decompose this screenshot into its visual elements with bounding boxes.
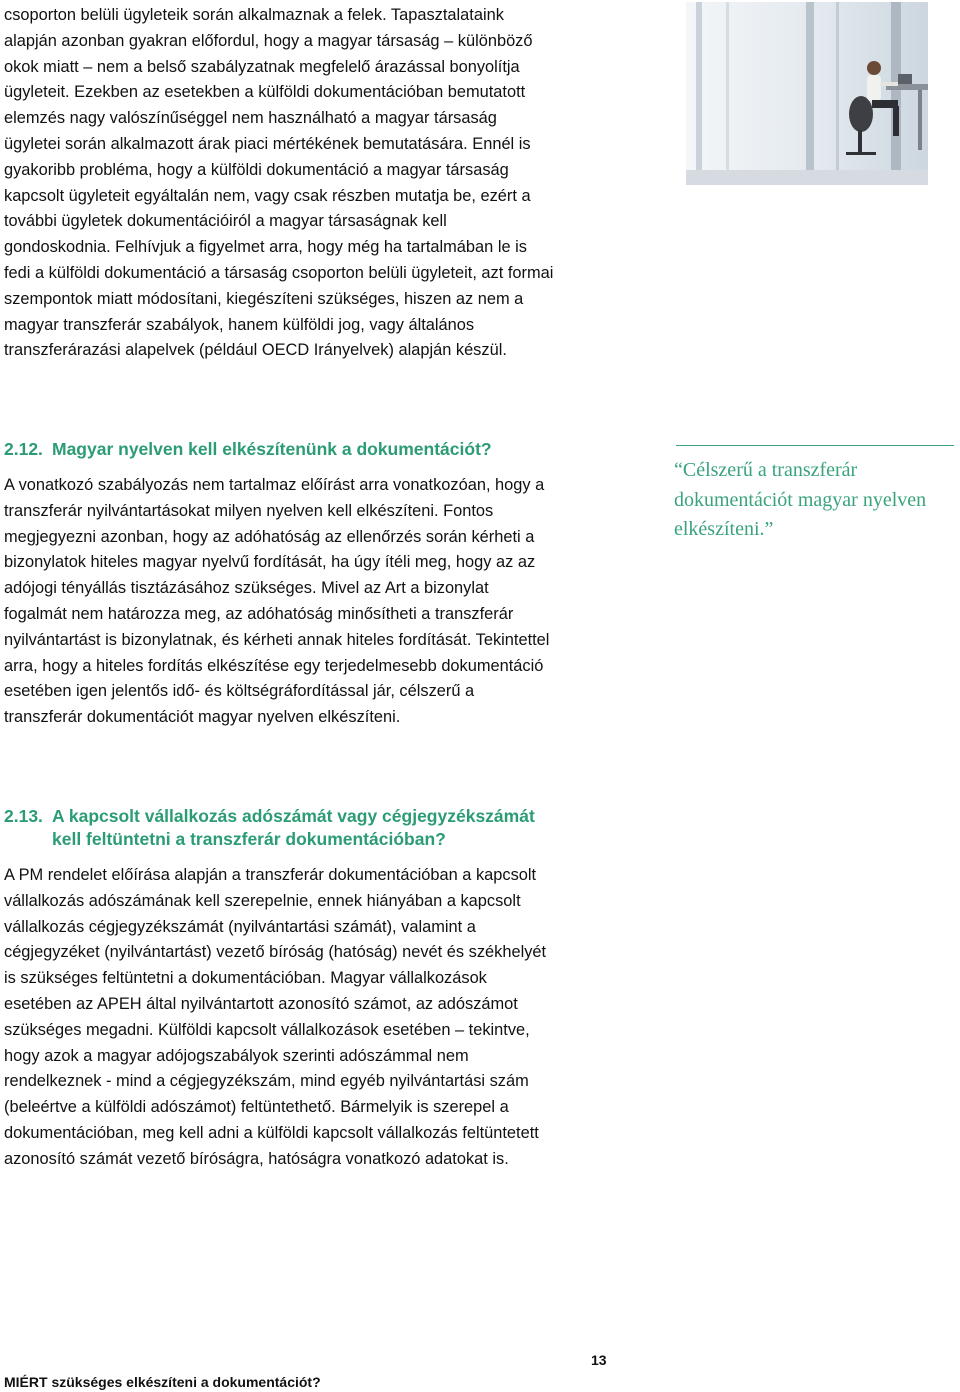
text-line: gondoskodnia. Felhívjuk a figyelmet arra, hogy még ha tartalmában le is bbox=[4, 238, 527, 257]
text-line: hogy azok a magyar adójogszabályok szerinti adószámmal nem bbox=[4, 1046, 469, 1065]
text-line: A vonatkozó szabályozás nem tartalmaz előírást arra vonatkozóan, hogy a bbox=[4, 476, 545, 494]
text-line: kapcsolt ügyleteit egyáltalán nem, vagy csak részben mutatja be, ezért a bbox=[4, 186, 531, 205]
section-title: Magyar nyelven kell elkészítenünk a dokumentációt? bbox=[52, 439, 492, 459]
section-2-12-body bbox=[4, 473, 644, 731]
text-line: csoporton belüli ügyleteik során alkalmaznak a felek. Tapasztalataink bbox=[4, 6, 504, 24]
text-line: nyilvántartást is bizonylatnak, és kérheti annak hiteles fordítását. Tekintettel bbox=[4, 630, 550, 649]
text-line: dokumentációban, meg kell adni a külföldi kapcsolt vállalkozás feltüntetett bbox=[4, 1123, 539, 1142]
text-line: esetében igen jelentős idő- és költségráfordítással jár, célszerű a bbox=[4, 682, 475, 701]
page-number: 13 bbox=[591, 1352, 607, 1368]
section-2-13-heading bbox=[4, 805, 535, 851]
text-line: A PM rendelet előírása alapján a transzferár dokumentációban a kapcsolt bbox=[4, 866, 537, 884]
text-line: vállalkozás adószámának kell szerepelnie, ennek hiányában a kapcsolt bbox=[4, 891, 521, 910]
text-line: vállalkozás cégjegyzékszámát (nyilvántartási számát), valamint a bbox=[4, 917, 476, 936]
text-line: is szükséges feltüntetni a dokumentációban. Magyar vállalkozások bbox=[4, 969, 487, 988]
pull-quote-rule bbox=[676, 445, 954, 446]
text-line: “Célszerű a transzferár bbox=[674, 459, 858, 481]
text-line: adójogi tényállás tisztázásához szükséges. Mivel az Art a bizonylat bbox=[4, 579, 489, 598]
section-2-12-heading bbox=[4, 438, 492, 461]
intro-paragraph bbox=[4, 3, 644, 364]
text-line: bizonylatok hiteles magyar nyelvű fordítását, ha úgy ítéli meg, hogy az az bbox=[4, 553, 536, 572]
section-title-line-2: kell feltüntetni a transzferár dokumentációban? bbox=[52, 829, 446, 849]
text-line: elkészíteni.” bbox=[674, 518, 774, 540]
section-number: 2.12. bbox=[4, 439, 43, 459]
text-line: ügyleteit. Ezekben az esetekben a külföldi dokumentációban bemutatott bbox=[4, 83, 526, 102]
section-2-13-body bbox=[4, 863, 644, 1173]
text-line: magyar transzferár szabályok, hanem külföldi jog, vagy általános bbox=[4, 315, 475, 334]
text-line: fogalmát nem határozza meg, az adóhatóság minősítheti a transzferár bbox=[4, 604, 514, 623]
text-line: további ügyletek dokumentációiról a magyar társaságnak kell bbox=[4, 212, 447, 231]
text-line: fedi a külföldi dokumentáció a társaság csoporton belüli ügyleteit, azt formai bbox=[4, 263, 554, 282]
text-line: azonosító számát vezető bíróságra, hatóságra vonatkozó adatokat is. bbox=[4, 1149, 509, 1168]
running-footer: MIÉRT szükséges elkészíteni a dokumentációt? bbox=[4, 1374, 321, 1390]
text-line: cégjegyzéket (nyilvántartást) vezető bíróság (hatóság) nevét és székhelyét bbox=[4, 943, 547, 962]
text-line: transzferár dokumentációt magyar nyelven elkészíteni. bbox=[4, 708, 401, 727]
text-line: arra, hogy a hiteles fordítás elkészítése egy terjedelmesebb dokumentáció bbox=[4, 656, 544, 675]
pull-quote bbox=[674, 456, 956, 545]
office-woman-at-desk-photo bbox=[686, 2, 928, 185]
text-line: rendelkeznek - mind a cégjegyzékszám, mind egyéb nyilvántartási szám bbox=[4, 1072, 529, 1091]
text-line: (beleértve a külföldi adószámot) feltüntethető. Bármelyik is szerepel a bbox=[4, 1098, 509, 1117]
text-line: megjegyezni azonban, hogy az adóhatóság az ellenőrzés során kérheti a bbox=[4, 527, 535, 546]
text-line: ügyletei során alkalmazott árak piaci mértékének bemutatására. Ennél is bbox=[4, 134, 531, 153]
text-line: elemzés nagy valószínűséggel nem használható a magyar társaság bbox=[4, 109, 497, 128]
text-line: dokumentációt magyar nyelven bbox=[674, 488, 927, 511]
text-line: transzferár nyilvántartásokat milyen nyelven kell elkészíteni. Fontos bbox=[4, 501, 494, 520]
section-number: 2.13. bbox=[4, 806, 43, 826]
section-title-line-1: A kapcsolt vállalkozás adószámát vagy cégjegyzékszámát bbox=[52, 806, 535, 826]
text-line: szükséges megadni. Külföldi kapcsolt vállalkozások esetében – tekintve, bbox=[4, 1020, 530, 1039]
text-line: gyakoribb probléma, hogy a külföldi dokumentáció a magyar társaság bbox=[4, 160, 509, 179]
text-line: szempontok miatt módosítani, kiegészíteni szükséges, hiszen az nem a bbox=[4, 289, 524, 308]
text-line: transzferárazási alapelvek (például OECD Irányelvek) alapján készül. bbox=[4, 341, 507, 360]
text-line: esetében az APEH által nyilvántartott azonosító számot, az adószámot bbox=[4, 994, 518, 1013]
text-line: alapján azonban gyakran előfordul, hogy a magyar társaság – különböző bbox=[4, 31, 533, 50]
text-line: okok miatt – nem a belső szabályzatnak megfelelő árazással bonyolítja bbox=[4, 57, 520, 76]
